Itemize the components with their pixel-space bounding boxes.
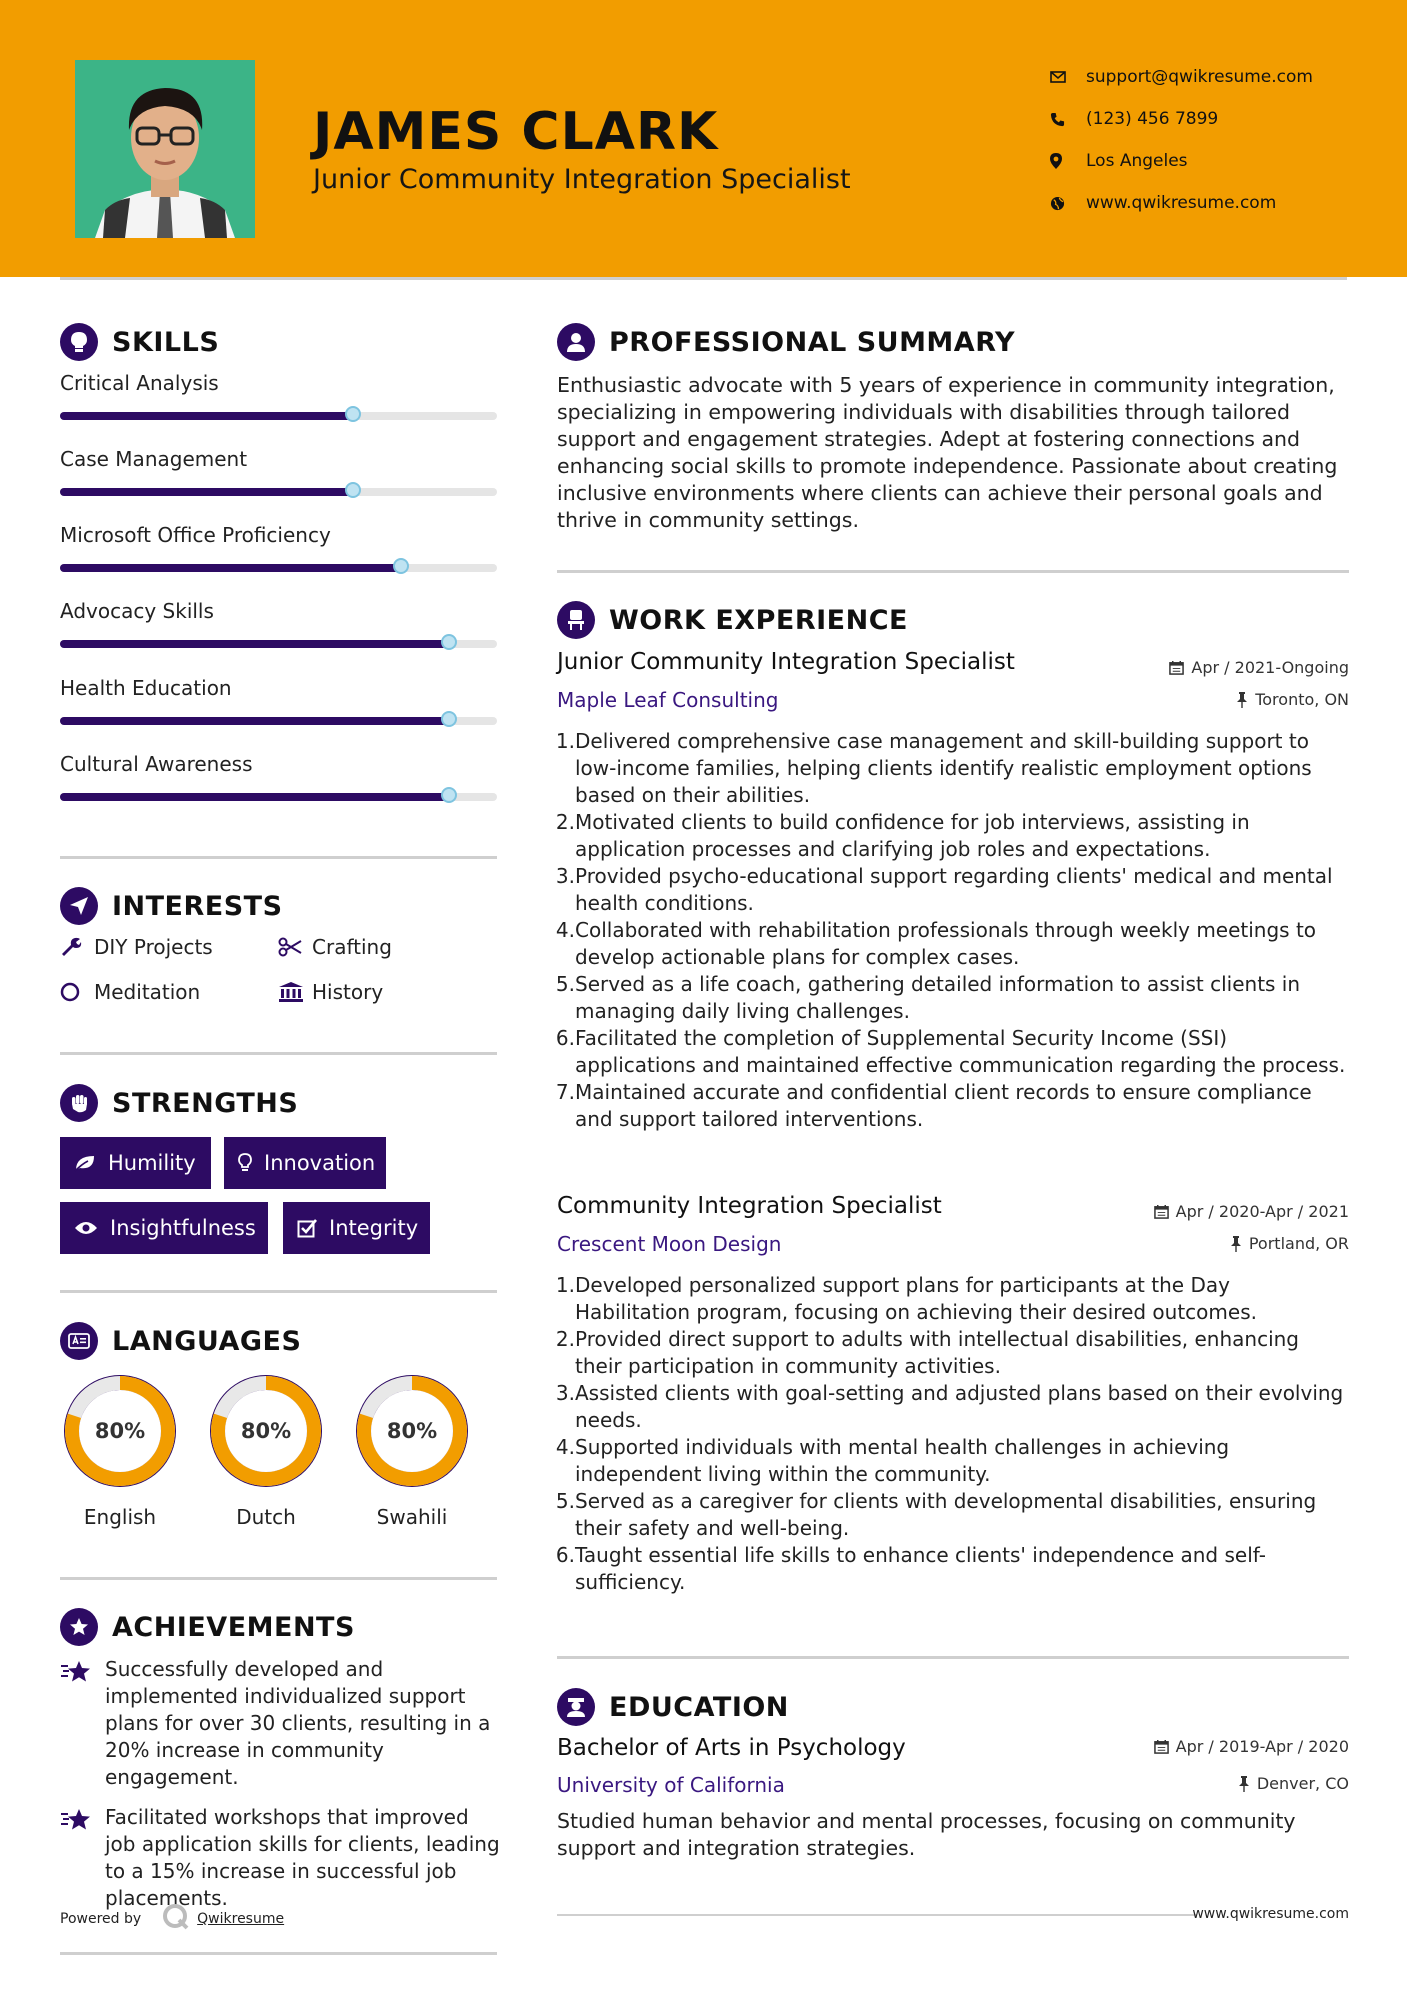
star-icon <box>60 1656 105 1791</box>
education-location <box>1238 1774 1349 1793</box>
candidate-name: JAMES CLARK <box>313 102 719 162</box>
skill-fill <box>60 793 449 801</box>
skill-track <box>60 793 497 801</box>
lightbulb-icon <box>60 323 98 361</box>
header-divider <box>60 277 1347 280</box>
fist-icon <box>60 1084 98 1122</box>
user-icon <box>557 323 595 361</box>
section-divider <box>60 1052 497 1055</box>
list-item: 2. Motivated clients to build confidence for job interviews, assisting in application processes and clarifying job roles and expectations. <box>555 810 1250 861</box>
skill-item <box>60 447 497 471</box>
language-item <box>204 1369 328 1529</box>
job-location <box>1236 690 1349 709</box>
strength-label: Humility <box>108 1151 196 1175</box>
scissors-icon <box>278 937 312 957</box>
education-heading <box>557 1688 789 1726</box>
list-item: 5. Served as a life coach, gathering detailed information to assist clients in managing daily living challenges. <box>555 972 1301 1023</box>
achievement-text: Successfully developed and implemented individualized support plans for over 30 clients, resulting in a 20% increase in community engagement. <box>105 1657 491 1789</box>
calendar-icon <box>1169 660 1184 675</box>
skill-item <box>60 676 497 700</box>
chair-icon <box>557 601 595 639</box>
education-description: Studied human behavior and mental processes, focusing on community support and integration strategies. <box>557 1809 1296 1860</box>
qwikresume-logo-icon <box>161 1902 191 1936</box>
interest-label: DIY Projects <box>94 935 213 959</box>
interest-label: Meditation <box>94 980 201 1004</box>
contact-website[interactable] <box>1050 182 1313 224</box>
section-divider <box>60 1290 497 1293</box>
strength-label: Integrity <box>329 1216 419 1240</box>
summary-text: Enthusiastic advocate with 5 years of experience in community integration, specializing in empowering individuals with disabilities through tailored support and engagement strategies. Adept at fostering connections and enhancing social skills to promote independence. Passionate about creating inclusive environments where clients can achieve their personal goals and thrive in community settings. <box>557 373 1338 532</box>
interest-item <box>278 935 392 959</box>
list-item: 7. Maintained accurate and confidential client records to ensure compliance and support tailored interventions. <box>555 1080 1312 1131</box>
job-location <box>1230 1234 1349 1253</box>
list-item: 6. Taught essential life skills to enhance clients' independence and self-sufficiency. <box>555 1543 1266 1594</box>
museum-icon <box>278 981 312 1003</box>
contact-email[interactable] <box>1050 56 1313 98</box>
language-percent: 80% <box>94 1419 146 1443</box>
section-divider <box>557 570 1349 573</box>
contact-location <box>1050 140 1313 182</box>
calendar-icon <box>1154 1739 1169 1754</box>
language-name: English <box>83 1505 157 1529</box>
achievement-text: Facilitated workshops that improved job application skills for clients, leading to a 15% increase in successful job placements. <box>105 1805 500 1910</box>
skills-heading <box>60 323 219 361</box>
achievements-heading <box>60 1608 355 1646</box>
skill-fill <box>60 717 449 725</box>
language-percent: 80% <box>240 1419 292 1443</box>
strength-label: Innovation <box>264 1151 376 1175</box>
contact-website-text: www.qwikresume.com <box>1086 193 1277 213</box>
strength-badge <box>60 1137 211 1189</box>
list-item: 4. Collaborated with rehabilitation professionals through weekly meetings to develop actionable plans for complex cases. <box>555 918 1317 969</box>
footer-website-link[interactable]: www.qwikresume.com <box>1192 1906 1349 1922</box>
skill-knob <box>441 711 457 727</box>
skill-track <box>60 640 497 648</box>
degree-title: Bachelor of Arts in Psychology <box>557 1735 906 1761</box>
interest-item <box>60 980 200 1004</box>
skill-fill <box>60 640 449 648</box>
calendar-icon <box>1154 1204 1169 1219</box>
section-divider <box>60 1952 497 1955</box>
languages-heading <box>60 1322 301 1360</box>
summary-title: PROFESSIONAL SUMMARY <box>609 326 1016 358</box>
section-divider <box>60 856 497 859</box>
interest-label: Crafting <box>312 935 392 959</box>
star-badge-icon <box>60 1608 98 1646</box>
profile-photo <box>75 60 255 238</box>
strength-badge <box>283 1202 430 1254</box>
skill-track <box>60 488 497 496</box>
globe-icon <box>1050 196 1086 211</box>
contact-phone-text: (123) 456 7899 <box>1086 109 1219 129</box>
job-bullets <box>551 728 1351 1133</box>
job-location-text: Toronto, ON <box>1255 690 1349 709</box>
list-item: 5. Served as a caregiver for clients with developmental disabilities, ensuring their safety and well-being. <box>555 1489 1317 1540</box>
skill-knob <box>393 558 409 574</box>
job-location-text: Portland, OR <box>1248 1234 1349 1253</box>
list-item: 3. Assisted clients with goal-setting and adjusted plans based on their evolving needs. <box>555 1381 1344 1432</box>
language-item <box>58 1369 182 1529</box>
pushpin-icon <box>1236 692 1248 708</box>
job-title: Junior Community Integration Specialist <box>557 649 1015 675</box>
paper-plane-icon <box>60 887 98 925</box>
language-item <box>350 1369 474 1529</box>
skill-label: Microsoft Office Proficiency <box>60 523 331 547</box>
list-item: 3. Provided psycho-educational support regarding clients' medical and mental health conditions. <box>555 864 1333 915</box>
languages-title: LANGUAGES <box>112 1325 302 1357</box>
skill-item <box>60 599 497 623</box>
achievement-item <box>60 1656 500 1791</box>
interest-label: History <box>312 980 384 1004</box>
phone-icon <box>1050 112 1086 127</box>
interests-heading <box>60 887 283 925</box>
education-dates-text: Apr / 2019-Apr / 2020 <box>1175 1737 1349 1756</box>
school-name: University of California <box>557 1773 785 1797</box>
powered-by <box>60 1902 284 1936</box>
wrench-icon <box>60 936 94 958</box>
interest-item <box>278 980 383 1004</box>
skill-label: Health Education <box>60 676 232 700</box>
language-icon <box>60 1322 98 1360</box>
skill-label: Advocacy Skills <box>60 599 214 623</box>
language-name: Swahili <box>376 1505 448 1529</box>
skill-label: Critical Analysis <box>60 371 219 395</box>
job-company: Maple Leaf Consulting <box>557 688 779 712</box>
envelope-icon <box>1050 71 1086 83</box>
circle-icon <box>60 982 94 1002</box>
education-dates <box>1154 1737 1349 1756</box>
skill-track <box>60 564 497 572</box>
profile-photo-icon <box>75 60 255 238</box>
achievement-item <box>60 1804 500 1912</box>
skill-knob <box>441 634 457 650</box>
eye-icon <box>74 1220 98 1236</box>
job-title: Community Integration Specialist <box>557 1193 942 1219</box>
contact-email-text: support@qwikresume.com <box>1086 67 1313 87</box>
job-dates <box>1169 658 1349 677</box>
check-square-icon <box>297 1218 317 1238</box>
achievements-title: ACHIEVEMENTS <box>112 1611 355 1643</box>
skill-fill <box>60 412 353 420</box>
education-location-text: Denver, CO <box>1256 1774 1349 1793</box>
experience-heading <box>557 601 908 639</box>
skill-knob <box>441 787 457 803</box>
skill-label: Cultural Awareness <box>60 752 253 776</box>
skill-item <box>60 752 497 776</box>
candidate-title: Junior Community Integration Specialist <box>313 164 851 195</box>
contact-phone[interactable] <box>1050 98 1313 140</box>
leaf-icon <box>74 1154 96 1172</box>
job-dates-text: Apr / 2020-Apr / 2021 <box>1175 1202 1349 1221</box>
section-divider <box>557 1656 1349 1659</box>
graduate-icon <box>557 1688 595 1726</box>
list-item: 2. Provided direct support to adults with intellectual disabilities, enhancing their participation in community activities. <box>555 1327 1300 1378</box>
pushpin-icon <box>1238 1776 1250 1792</box>
list-item: 1. Developed personalized support plans for participants at the Day Habilitation program, focusing on achieving their desired outcomes. <box>555 1273 1257 1324</box>
skill-knob <box>345 406 361 422</box>
pushpin-icon <box>1230 1236 1242 1252</box>
map-pin-icon <box>1050 153 1086 169</box>
powered-by-label: Powered by <box>60 1911 142 1927</box>
section-divider <box>557 1914 1197 1916</box>
contact-info <box>1050 56 1313 224</box>
experience-title: WORK EXPERIENCE <box>609 604 908 636</box>
skill-item <box>60 523 497 547</box>
skill-fill <box>60 564 401 572</box>
skill-track <box>60 717 497 725</box>
job-bullets <box>551 1272 1351 1596</box>
interests-title: INTERESTS <box>112 890 283 922</box>
strengths-heading <box>60 1084 298 1122</box>
contact-location-text: Los Angeles <box>1086 151 1188 171</box>
skill-track <box>60 412 497 420</box>
strength-badge <box>224 1137 386 1189</box>
skill-label: Case Management <box>60 447 248 471</box>
strength-label: Insightfulness <box>110 1216 256 1240</box>
section-divider <box>60 1577 497 1580</box>
list-item: 1. Delivered comprehensive case management and skill-building support to low-income families, helping clients identify realistic employment options based on their abilities. <box>555 729 1312 807</box>
job-dates-text: Apr / 2021-Ongoing <box>1191 658 1349 677</box>
language-name: Dutch <box>236 1505 296 1529</box>
skills-title: SKILLS <box>112 326 220 358</box>
education-title: EDUCATION <box>609 1691 789 1723</box>
list-item: 4. Supported individuals with mental health challenges in achieving independent living within the community. <box>555 1435 1230 1486</box>
job-company: Crescent Moon Design <box>557 1232 782 1256</box>
interest-item <box>60 935 213 959</box>
skill-fill <box>60 488 353 496</box>
brand-link[interactable]: Qwikresume <box>197 1911 285 1927</box>
star-icon <box>60 1804 105 1912</box>
summary-heading <box>557 323 1015 361</box>
lightbulb-icon <box>238 1153 252 1173</box>
language-percent: 80% <box>386 1419 438 1443</box>
job-dates <box>1154 1202 1349 1221</box>
strengths-title: STRENGTHS <box>112 1087 299 1119</box>
skill-knob <box>345 482 361 498</box>
strength-badge <box>60 1202 268 1254</box>
list-item: 6. Facilitated the completion of Supplemental Security Income (SSI) applications and maintained effective communication regarding the process. <box>555 1026 1346 1077</box>
skill-item <box>60 371 497 395</box>
